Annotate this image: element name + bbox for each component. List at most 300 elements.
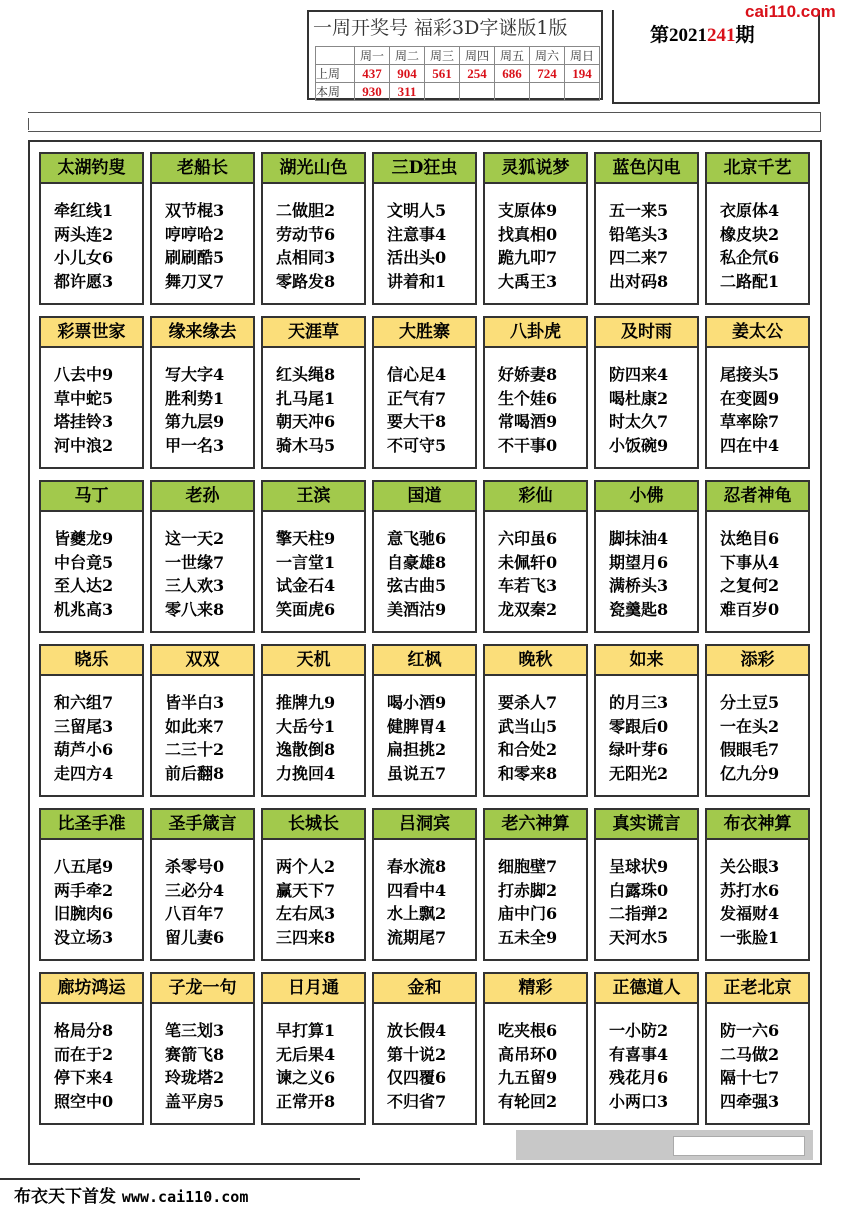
this-week-row bbox=[316, 83, 600, 101]
riddle-line: 一世缘7 bbox=[165, 552, 225, 572]
riddle-lines bbox=[485, 676, 586, 785]
riddle-card bbox=[372, 152, 477, 305]
riddle-line: 汰绝目6 bbox=[720, 529, 780, 548]
riddle-line: 推牌九9 bbox=[276, 693, 336, 712]
riddle-line: 流期尾7 bbox=[387, 927, 447, 947]
riddle-card bbox=[261, 316, 366, 469]
riddle-card bbox=[705, 480, 810, 633]
riddle-card-title: 真实谎言 bbox=[596, 810, 697, 840]
riddle-lines bbox=[374, 348, 475, 457]
riddle-line: 塔挂铃3 bbox=[54, 412, 114, 431]
riddle-line: 盖平房5 bbox=[165, 1091, 225, 1111]
riddle-lines bbox=[374, 676, 475, 785]
riddle-lines bbox=[707, 1004, 808, 1113]
period-panel bbox=[612, 10, 820, 104]
riddle-card bbox=[150, 480, 255, 633]
header-title: 一周开奖号 福彩3D字谜版1版 bbox=[313, 17, 568, 39]
riddle-line: 皆夔龙9 bbox=[54, 529, 114, 548]
riddle-line: 支原体9 bbox=[498, 201, 558, 220]
riddle-line: 牵红线1 bbox=[54, 201, 114, 220]
riddle-line: 早打算1 bbox=[276, 1021, 336, 1040]
riddle-line: 至人达2 bbox=[54, 576, 114, 595]
riddle-line: 二指弹2 bbox=[609, 904, 669, 923]
riddle-line: 橡皮块2 bbox=[720, 224, 780, 244]
riddle-lines bbox=[152, 840, 253, 949]
riddle-line: 没立场3 bbox=[54, 927, 114, 947]
draw-number: 930 bbox=[355, 83, 390, 101]
riddle-card-title: 金和 bbox=[374, 974, 475, 1004]
riddle-line: 白露珠0 bbox=[609, 880, 669, 900]
day-label: 周四 bbox=[460, 47, 495, 65]
riddle-card-title: 太湖钓叟 bbox=[41, 154, 142, 184]
riddle-lines bbox=[41, 676, 142, 785]
riddle-line: 跪九叩7 bbox=[498, 248, 558, 267]
riddle-line: 满桥头3 bbox=[609, 576, 669, 595]
riddle-card-title: 天涯草 bbox=[263, 318, 364, 348]
draw-number: 561 bbox=[425, 65, 460, 83]
riddle-line: 车若飞3 bbox=[498, 576, 558, 595]
draw-number: 437 bbox=[355, 65, 390, 83]
riddle-line: 前后翻8 bbox=[165, 763, 225, 783]
riddle-card bbox=[594, 972, 699, 1125]
draw-number bbox=[495, 83, 530, 101]
riddle-card-title: 彩票世家 bbox=[41, 318, 142, 348]
riddle-line: 谏之义6 bbox=[276, 1068, 336, 1087]
riddle-line: 美酒沽9 bbox=[387, 599, 447, 619]
riddle-line: 大岳兮1 bbox=[276, 716, 336, 736]
riddle-line: 无后果4 bbox=[276, 1044, 336, 1064]
riddle-line: 武当山5 bbox=[498, 716, 558, 736]
riddle-line: 杀零号0 bbox=[165, 857, 225, 876]
riddle-lines bbox=[485, 348, 586, 457]
riddle-line: 而在于2 bbox=[54, 1044, 114, 1064]
riddle-line: 擎天柱9 bbox=[276, 529, 336, 548]
riddle-card bbox=[261, 152, 366, 305]
riddle-line: 好娇妻8 bbox=[498, 365, 558, 384]
riddle-card-title: 蓝色闪电 bbox=[596, 154, 697, 184]
riddle-line: 四看中4 bbox=[387, 880, 447, 900]
riddle-line: 笑面虎6 bbox=[276, 599, 336, 619]
riddle-line: 庙中门6 bbox=[498, 904, 558, 923]
riddle-line: 春水流8 bbox=[387, 857, 447, 876]
riddle-lines bbox=[596, 512, 697, 621]
riddle-card bbox=[705, 316, 810, 469]
riddle-line: 细胞壁7 bbox=[498, 857, 558, 876]
riddle-card bbox=[483, 644, 588, 797]
riddle-card bbox=[594, 644, 699, 797]
riddle-line: 点相同3 bbox=[276, 248, 336, 267]
riddle-line: 天河水5 bbox=[609, 927, 669, 947]
riddle-line: 绿叶芽6 bbox=[609, 740, 669, 759]
riddle-line: 如此来7 bbox=[165, 716, 225, 736]
riddle-line: 发福财4 bbox=[720, 904, 780, 923]
riddle-lines bbox=[485, 184, 586, 293]
header-panel bbox=[307, 10, 603, 100]
riddle-card-title: 王滨 bbox=[263, 482, 364, 512]
riddle-lines bbox=[263, 512, 364, 621]
riddle-lines bbox=[41, 840, 142, 949]
riddle-card bbox=[594, 808, 699, 961]
draw-number: 724 bbox=[530, 65, 565, 83]
riddle-line: 不干事0 bbox=[498, 435, 558, 455]
draw-number bbox=[565, 83, 600, 101]
riddle-line: 零跟后0 bbox=[609, 716, 669, 736]
riddle-card bbox=[39, 316, 144, 469]
riddle-lines bbox=[152, 512, 253, 621]
riddle-line: 不可守5 bbox=[387, 435, 447, 455]
riddle-card bbox=[483, 480, 588, 633]
riddle-card bbox=[39, 644, 144, 797]
site-logo-text: cai110.com bbox=[745, 2, 836, 21]
riddle-card-title: 如来 bbox=[596, 646, 697, 676]
riddle-line: 下事从4 bbox=[720, 552, 780, 572]
riddle-lines bbox=[707, 840, 808, 949]
riddle-line: 假眼毛7 bbox=[720, 740, 780, 759]
riddle-card-title: 国道 bbox=[374, 482, 475, 512]
riddle-line: 讲着和1 bbox=[387, 271, 447, 291]
period-suffix: 期 bbox=[735, 25, 755, 46]
riddle-line: 弦古曲5 bbox=[387, 576, 447, 595]
riddle-line: 零八来8 bbox=[165, 599, 225, 619]
riddle-card bbox=[594, 316, 699, 469]
riddle-line: 舞刀叉7 bbox=[165, 271, 225, 291]
riddle-line: 有轮回2 bbox=[498, 1091, 558, 1111]
riddle-line: 三必分4 bbox=[165, 880, 225, 900]
riddle-board bbox=[28, 140, 822, 1165]
riddle-line: 健脾胃4 bbox=[387, 716, 447, 736]
riddle-lines bbox=[374, 1004, 475, 1113]
riddle-line: 喝杜康2 bbox=[609, 388, 669, 408]
riddle-line: 虽说五7 bbox=[387, 763, 447, 783]
riddle-line: 喝小酒9 bbox=[387, 693, 447, 712]
riddle-line: 走四方4 bbox=[54, 763, 114, 783]
riddle-card-title: 廊坊鸿运 bbox=[41, 974, 142, 1004]
riddle-lines bbox=[374, 512, 475, 621]
riddle-line: 这一天2 bbox=[165, 529, 225, 548]
riddle-line: 正气有7 bbox=[387, 388, 447, 408]
riddle-line: 九五留9 bbox=[498, 1068, 558, 1087]
riddle-card bbox=[594, 480, 699, 633]
riddle-card bbox=[39, 972, 144, 1125]
riddle-card bbox=[372, 808, 477, 961]
riddle-line: 亿九分9 bbox=[720, 763, 780, 783]
riddle-line: 甲一名3 bbox=[165, 435, 225, 455]
riddle-card bbox=[483, 152, 588, 305]
last-week-row bbox=[316, 65, 600, 83]
riddle-card bbox=[150, 972, 255, 1125]
riddle-card bbox=[483, 972, 588, 1125]
riddle-lines bbox=[263, 184, 364, 293]
riddle-card bbox=[372, 972, 477, 1125]
riddle-line: 力挽回4 bbox=[276, 763, 336, 783]
riddle-line: 苏打水6 bbox=[720, 880, 780, 900]
riddle-lines bbox=[485, 840, 586, 949]
riddle-line: 都许愿3 bbox=[54, 271, 114, 291]
riddle-card-title: 布衣神算 bbox=[707, 810, 808, 840]
riddle-line: 第九层9 bbox=[165, 412, 225, 431]
riddle-card bbox=[261, 644, 366, 797]
riddle-line: 出对码8 bbox=[609, 271, 669, 291]
riddle-line: 胜利势1 bbox=[165, 388, 225, 408]
riddle-card-title: 灵狐说梦 bbox=[485, 154, 586, 184]
riddle-line: 二做胆2 bbox=[276, 201, 336, 220]
riddle-card bbox=[39, 480, 144, 633]
riddle-lines bbox=[263, 1004, 364, 1113]
riddle-line: 五一来5 bbox=[609, 201, 669, 220]
riddle-lines bbox=[596, 1004, 697, 1113]
riddle-line: 第十说2 bbox=[387, 1044, 447, 1064]
riddle-card-title: 大胜寨 bbox=[374, 318, 475, 348]
riddle-line: 信心足4 bbox=[387, 365, 447, 384]
riddle-line: 残花月6 bbox=[609, 1068, 669, 1087]
riddle-card-title: 老六神算 bbox=[485, 810, 586, 840]
riddle-line: 铅笔头3 bbox=[609, 224, 669, 244]
riddle-line: 小儿女6 bbox=[54, 248, 114, 267]
riddle-lines bbox=[152, 676, 253, 785]
day-label: 周六 bbox=[530, 47, 565, 65]
riddle-line: 草中蛇5 bbox=[54, 388, 114, 408]
riddle-line: 仅四覆6 bbox=[387, 1068, 447, 1087]
riddle-line: 大禹王3 bbox=[498, 271, 558, 291]
riddle-card bbox=[261, 972, 366, 1125]
riddle-line: 活出头0 bbox=[387, 248, 447, 267]
riddle-card bbox=[39, 152, 144, 305]
riddle-card-title: 晚秋 bbox=[485, 646, 586, 676]
riddle-line: 时太久7 bbox=[609, 412, 669, 431]
riddle-card-title: 忍者神龟 bbox=[707, 482, 808, 512]
riddle-card-title: 双双 bbox=[152, 646, 253, 676]
riddle-line: 零路发8 bbox=[276, 271, 336, 291]
riddle-line: 玲珑塔2 bbox=[165, 1068, 225, 1087]
riddle-card-title: 湖光山色 bbox=[263, 154, 364, 184]
riddle-line: 要大干8 bbox=[387, 412, 447, 431]
riddle-card bbox=[483, 808, 588, 961]
riddle-lines bbox=[152, 184, 253, 293]
riddle-line: 四牵强3 bbox=[720, 1091, 780, 1111]
riddle-card-title: 姜太公 bbox=[707, 318, 808, 348]
riddle-lines bbox=[263, 676, 364, 785]
riddle-line: 尾接头5 bbox=[720, 365, 780, 384]
riddle-line: 扁担挑2 bbox=[387, 740, 447, 759]
riddle-line: 水上飘2 bbox=[387, 904, 447, 923]
riddle-line: 八百年7 bbox=[165, 904, 225, 923]
last-week-label: 上周 bbox=[316, 65, 355, 83]
day-label: 周二 bbox=[390, 47, 425, 65]
riddle-card bbox=[705, 808, 810, 961]
riddle-lines bbox=[374, 840, 475, 949]
riddle-card bbox=[705, 152, 810, 305]
riddle-line: 呈球状9 bbox=[609, 857, 669, 876]
riddle-line: 双节棍3 bbox=[165, 201, 225, 220]
riddle-line: 两头连2 bbox=[54, 224, 114, 244]
riddle-line: 照空中0 bbox=[54, 1091, 114, 1111]
riddle-card-title: 马丁 bbox=[41, 482, 142, 512]
riddle-lines bbox=[707, 184, 808, 293]
draw-number: 311 bbox=[390, 83, 425, 101]
riddle-line: 正常开8 bbox=[276, 1091, 336, 1111]
riddle-lines bbox=[152, 1004, 253, 1113]
riddle-line: 一张脸1 bbox=[720, 927, 780, 947]
riddle-card-title: 正德道人 bbox=[596, 974, 697, 1004]
riddle-line: 骑木马5 bbox=[276, 435, 336, 455]
riddle-card bbox=[705, 972, 810, 1125]
riddle-line: 一言堂1 bbox=[276, 552, 336, 572]
riddle-card bbox=[150, 152, 255, 305]
riddle-lines bbox=[263, 840, 364, 949]
draw-number: 686 bbox=[495, 65, 530, 83]
riddle-line: 两手牵2 bbox=[54, 880, 114, 900]
riddle-line: 三四来8 bbox=[276, 927, 336, 947]
riddle-card-title: 子龙一句 bbox=[152, 974, 253, 1004]
riddle-card-title: 精彩 bbox=[485, 974, 586, 1004]
riddle-lines bbox=[41, 512, 142, 621]
day-header-row bbox=[316, 47, 600, 65]
riddle-line: 二路配1 bbox=[720, 271, 780, 291]
riddle-lines bbox=[707, 676, 808, 785]
riddle-line: 试金石4 bbox=[276, 576, 336, 595]
riddle-lines bbox=[707, 348, 808, 457]
riddle-line: 无阳光2 bbox=[609, 763, 669, 783]
riddle-line: 龙双秦2 bbox=[498, 599, 558, 619]
bottom-blank-box bbox=[673, 1136, 805, 1156]
riddle-card-title: 八卦虎 bbox=[485, 318, 586, 348]
riddle-line: 文明人5 bbox=[387, 201, 447, 220]
footer-credit bbox=[14, 1182, 248, 1207]
riddle-line: 赛箭飞8 bbox=[165, 1044, 225, 1064]
footer-url: www.cai110.com bbox=[121, 1188, 249, 1206]
riddle-line: 八去中9 bbox=[54, 365, 114, 384]
riddle-line: 小两口3 bbox=[609, 1091, 669, 1111]
riddle-card-title: 天机 bbox=[263, 646, 364, 676]
riddle-line: 高吊环0 bbox=[498, 1044, 558, 1064]
riddle-card-title: 缘来缘去 bbox=[152, 318, 253, 348]
riddle-card-title: 日月通 bbox=[263, 974, 364, 1004]
riddle-line: 放长假4 bbox=[387, 1021, 447, 1040]
riddle-line: 未佩轩0 bbox=[498, 552, 558, 572]
draw-number: 904 bbox=[390, 65, 425, 83]
riddle-card-title: 晓乐 bbox=[41, 646, 142, 676]
riddle-lines bbox=[152, 348, 253, 457]
riddle-card bbox=[261, 480, 366, 633]
riddle-lines bbox=[596, 676, 697, 785]
riddle-line: 要杀人7 bbox=[498, 693, 558, 712]
riddle-card-title: 老船长 bbox=[152, 154, 253, 184]
riddle-line: 意飞驰6 bbox=[387, 529, 447, 548]
riddle-line: 红头绳8 bbox=[276, 365, 336, 384]
riddle-lines bbox=[596, 184, 697, 293]
header-divider-tick bbox=[28, 118, 35, 130]
header-divider bbox=[28, 112, 821, 132]
riddle-line: 分土豆5 bbox=[720, 693, 780, 712]
riddle-card bbox=[150, 808, 255, 961]
riddle-lines bbox=[485, 1004, 586, 1113]
riddle-line: 左右凤3 bbox=[276, 904, 336, 923]
riddle-card-title: 及时雨 bbox=[596, 318, 697, 348]
riddle-line: 草率除7 bbox=[720, 412, 780, 431]
riddle-card-title: 北京千艺 bbox=[707, 154, 808, 184]
riddle-line: 一小防2 bbox=[609, 1021, 669, 1040]
riddle-line: 常喝酒9 bbox=[498, 412, 558, 431]
riddle-line: 一在头2 bbox=[720, 716, 780, 736]
riddle-line: 笔三划3 bbox=[165, 1021, 225, 1040]
riddle-lines bbox=[707, 512, 808, 621]
day-label: 周日 bbox=[565, 47, 600, 65]
riddle-lines bbox=[485, 512, 586, 621]
riddle-line: 留儿妻6 bbox=[165, 927, 225, 947]
riddle-line: 难百岁0 bbox=[720, 599, 780, 619]
riddle-line: 葫芦小6 bbox=[54, 740, 114, 759]
riddle-card bbox=[150, 644, 255, 797]
riddle-line: 赢天下7 bbox=[276, 880, 336, 900]
riddle-card bbox=[483, 316, 588, 469]
riddle-line: 两个人2 bbox=[276, 857, 336, 876]
riddle-line: 打赤脚2 bbox=[498, 880, 558, 900]
riddle-line: 刷刷酷5 bbox=[165, 248, 225, 267]
riddle-line: 自豪雄8 bbox=[387, 552, 447, 572]
draw-number: 254 bbox=[460, 65, 495, 83]
riddle-card-title: 红枫 bbox=[374, 646, 475, 676]
riddle-lines bbox=[41, 1004, 142, 1113]
riddle-line: 私企氘6 bbox=[720, 248, 780, 267]
riddle-line: 停下来4 bbox=[54, 1068, 114, 1087]
riddle-card bbox=[39, 808, 144, 961]
draw-number: 194 bbox=[565, 65, 600, 83]
riddle-line: 小饭碗9 bbox=[609, 435, 669, 455]
riddle-line: 机兆高3 bbox=[54, 599, 114, 619]
draw-number bbox=[460, 83, 495, 101]
riddle-line: 三人欢3 bbox=[165, 576, 225, 595]
riddle-line: 五未全9 bbox=[498, 927, 558, 947]
riddle-card bbox=[150, 316, 255, 469]
riddle-card-title: 圣手箴言 bbox=[152, 810, 253, 840]
period-prefix: 第2021 bbox=[650, 25, 708, 46]
riddle-lines bbox=[374, 184, 475, 293]
riddle-card-title: 比圣手准 bbox=[41, 810, 142, 840]
riddle-card-title: 添彩 bbox=[707, 646, 808, 676]
riddle-line: 二马做2 bbox=[720, 1044, 780, 1064]
riddle-line: 四在中4 bbox=[720, 435, 780, 455]
riddle-line: 六印虽6 bbox=[498, 529, 558, 548]
riddle-line: 中台竟5 bbox=[54, 552, 114, 572]
riddle-lines bbox=[263, 348, 364, 457]
riddle-card bbox=[372, 644, 477, 797]
draw-number bbox=[530, 83, 565, 101]
riddle-line: 的月三3 bbox=[609, 693, 669, 712]
this-week-label: 本周 bbox=[316, 83, 355, 101]
riddle-line: 脚抹油4 bbox=[609, 529, 669, 548]
riddle-card-title: 正老北京 bbox=[707, 974, 808, 1004]
day-label: 周三 bbox=[425, 47, 460, 65]
riddle-lines bbox=[596, 840, 697, 949]
riddle-lines bbox=[596, 348, 697, 457]
riddle-lines bbox=[41, 184, 142, 293]
riddle-line: 三留尾3 bbox=[54, 716, 114, 736]
riddle-line: 关公眼3 bbox=[720, 857, 780, 876]
riddle-line: 防一六6 bbox=[720, 1021, 780, 1040]
day-label: 周五 bbox=[495, 47, 530, 65]
riddle-line: 二三十2 bbox=[165, 740, 225, 759]
riddle-card bbox=[594, 152, 699, 305]
riddle-card bbox=[261, 808, 366, 961]
riddle-line: 找真相0 bbox=[498, 224, 558, 244]
day-label: 周一 bbox=[355, 47, 390, 65]
riddle-line: 吃夹根6 bbox=[498, 1021, 558, 1040]
riddle-line: 防四来4 bbox=[609, 365, 669, 384]
riddle-line: 在变圆9 bbox=[720, 388, 780, 408]
riddle-line: 逸散倒8 bbox=[276, 740, 336, 759]
riddle-line: 隔十七7 bbox=[720, 1068, 780, 1087]
riddle-card bbox=[372, 316, 477, 469]
